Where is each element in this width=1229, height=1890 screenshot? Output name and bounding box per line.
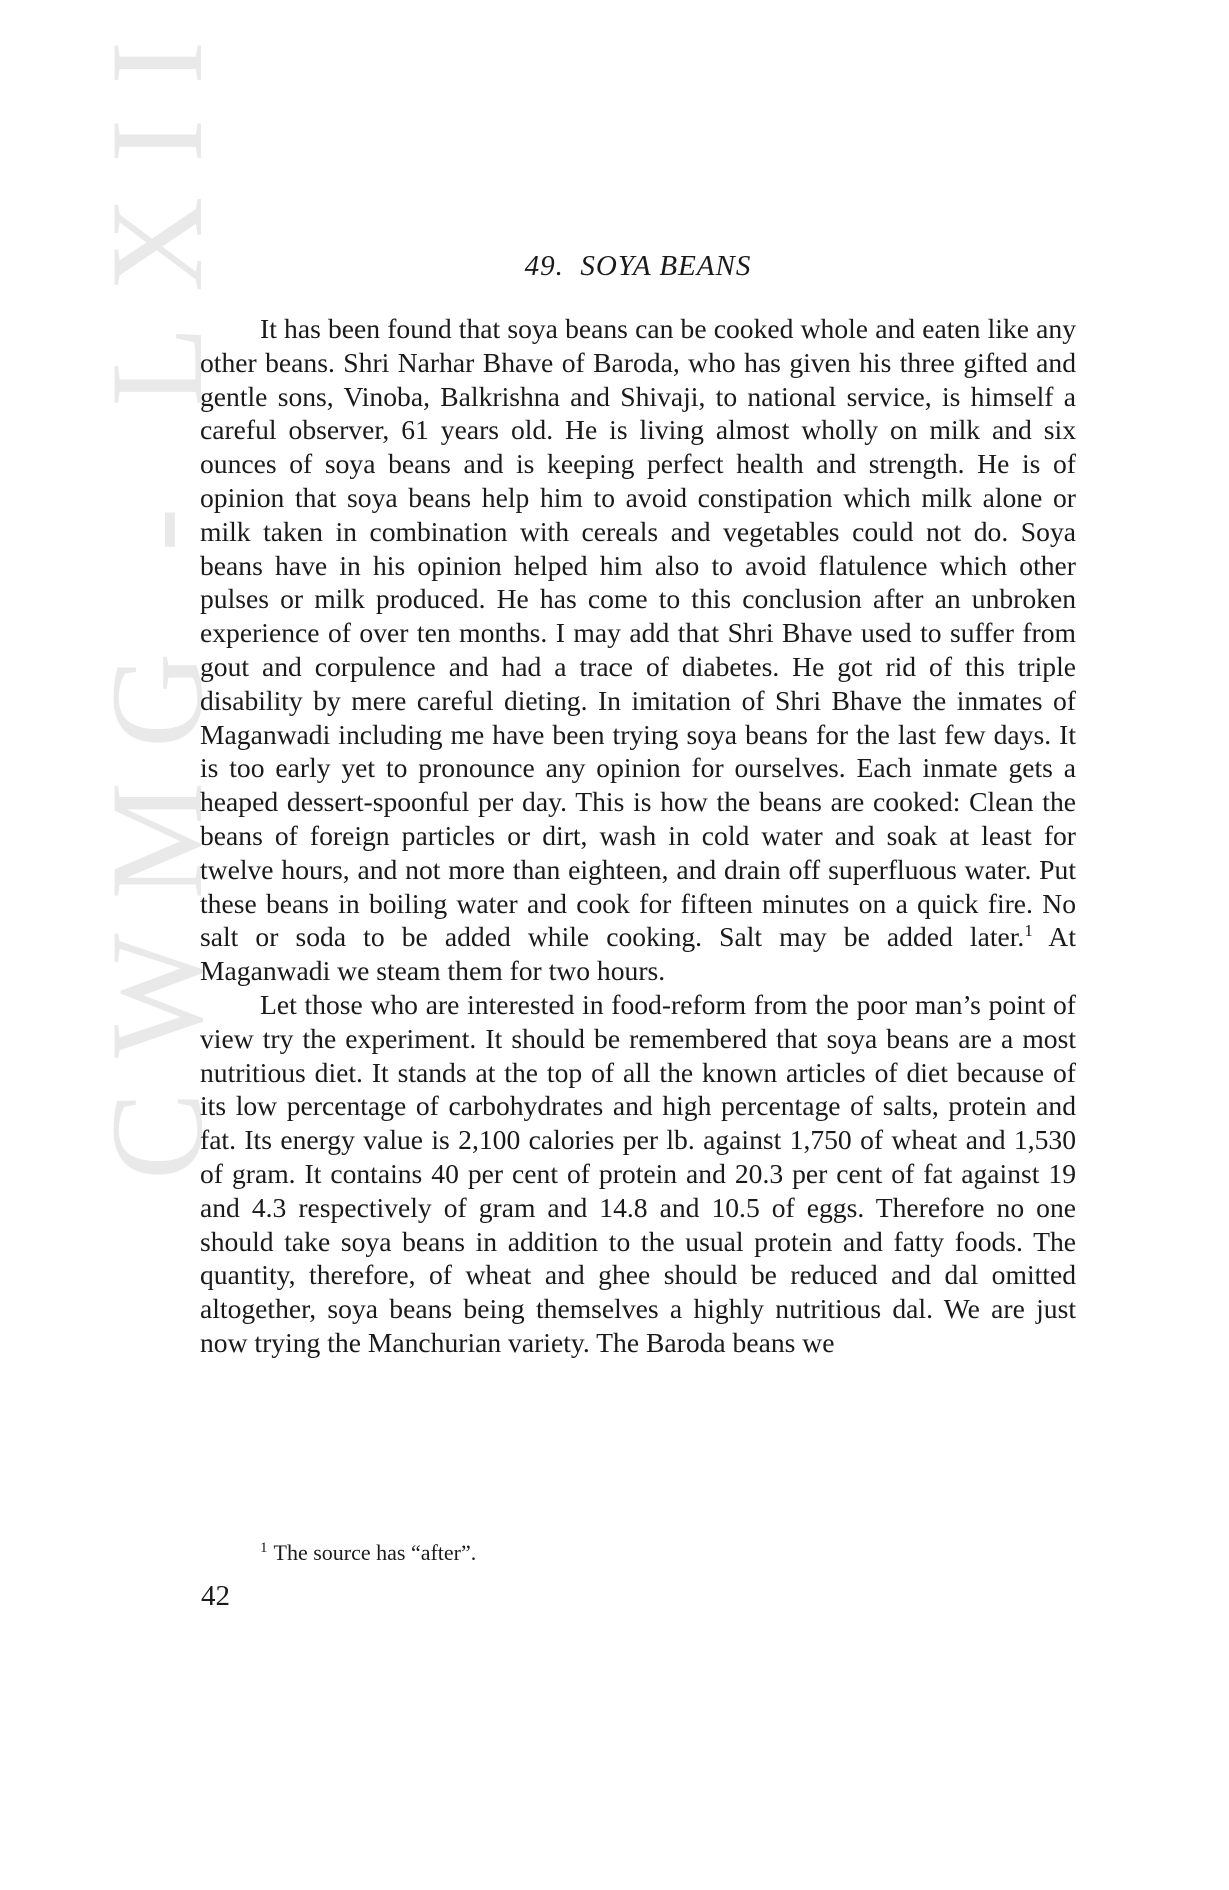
paragraph-1 xyxy=(200,312,1076,988)
footnote-reference: 1 xyxy=(1024,921,1033,941)
page-title xyxy=(200,250,1076,283)
paragraph-1-text: It has been found that soya beans can be cooked whole and eaten like any other beans. Shri Narhar Bhave of Baroda, who has given his three gifted and gentle sons, Vinoba, Balkrishna and Shivaji, to national service, is himself a careful observer, 61 years old. He is living almost wholly on milk and six ounces of soya beans and is keeping perfect health and strength. He is of opinion that soya beans help him to avoid constipation which milk alone or milk taken in combination with cereals and vegetables could not do. Soya beans have in his opinion helped him also to avoid flatulence which other pulses or milk produced. He has come to this conclusion after an unbroken experience of over ten months. I may add that Shri Bhave used to suffer from gout and corpulence and had a trace of diabetes. He got rid of this triple disability by mere careful dieting. In imitation of Shri Bhave the inmates of Maganwadi including me have been trying soya beans for the last few days. It is too early yet to pronounce any opinion for ourselves. Each inmate gets a heaped dessert-spoonful per day. This is how the beans are cooked: Clean the beans of foreign particles or dirt, wash in cold water and soak at least for twelve hours, and not more than eighteen, and drain off superfluous water. Put these beans in boiling water and cook for fifteen minutes on a quick fire. No salt or soda to be added while cooking. Salt may be added later. xyxy=(200,313,1076,953)
footnote xyxy=(260,1540,476,1566)
section-number: 49. xyxy=(524,250,564,282)
section-title: SOYA BEANS xyxy=(580,250,752,282)
article-body xyxy=(200,312,1076,1360)
page-number: 42 xyxy=(201,1580,230,1612)
watermark: CWMG - LXII xyxy=(83,6,230,1180)
footnote-number: 1 xyxy=(260,1539,268,1556)
footnote-text: The source has “after”. xyxy=(273,1540,477,1565)
paragraph-2: Let those who are interested in food-reform from the poor man’s point of view try the experiment. It should be remembered that soya beans are a most nutritious diet. It stands at the top of all the known articles of diet because of its low percentage of carbohydrates and high percentage of salts, protein and fat. Its energy value is 2,100 calories per lb. against 1,750 of wheat and 1,530 of gram. It contains 40 per cent of protein and 20.3 per cent of fat against 19 and 4.3 respectively of gram and 14.8 and 10.5 of eggs. Therefore no one should take soya beans in addition to the usual protein and fatty foods. The quantity, therefore, of wheat and ghee should be reduced and dal omitted altogether, soya beans being themselves a highly nutritious dal. We are just now trying the Manchurian variety. The Baroda beans we xyxy=(200,988,1076,1358)
paragraph-1-tail: At Maganwadi we steam them for two hours. xyxy=(200,921,1076,987)
